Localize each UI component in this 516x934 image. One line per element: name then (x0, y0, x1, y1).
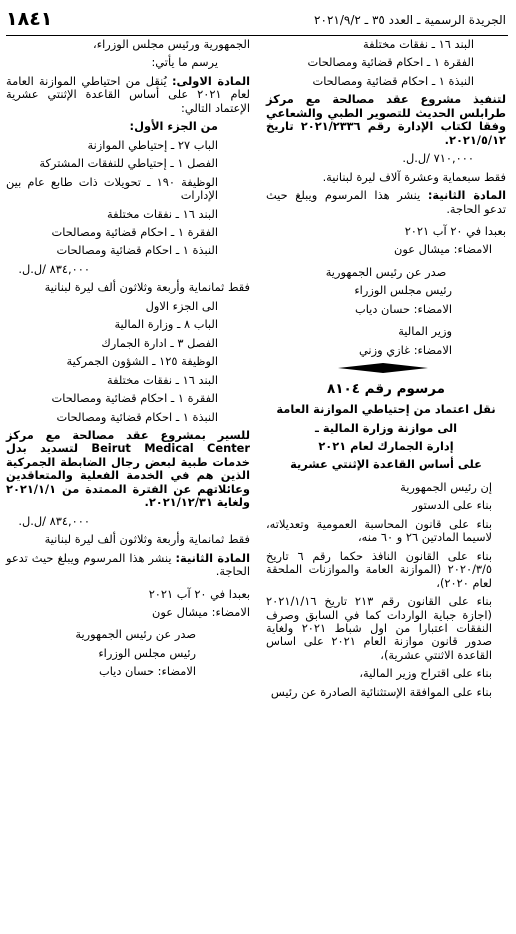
from-chapter: الباب ٢٧ ـ إحتياطي الموازنة (87, 137, 218, 152)
finance-minister-title: وزير المالية (398, 324, 452, 339)
signature-president: الامضاء: ميشال عون (393, 242, 492, 257)
preamble-budget-law: بناء على القانون النافذ حكما رقم ٦ تاريخ ٢٠٢٠/٣/٥ (الموازنة العامة والموازنات الملحقة لعام ٢٠٢٠)، (266, 548, 493, 590)
decree-heading-line1: نقل اعتماد من إحتياطي الموازنة العامة (276, 402, 496, 417)
to-paragraph: الفقرة ١ ـ احكام قضائية ومصالحات (51, 391, 218, 406)
signature-prime-minister: الامضاء: حسان دياب (98, 664, 196, 679)
decree-number-title: مرسوم رقم ٨١٠٤ (327, 381, 445, 398)
amount-in-words: فقط ثمانماية وأربعة وثلاثون ألف ليرة لبنانية (44, 280, 250, 295)
section-divider (266, 362, 506, 374)
budget-item-band: البند ١٦ ـ نفقات مختلفة (363, 37, 474, 51)
from-paragraph: الفقرة ١ ـ احكام قضائية ومصالحات (51, 224, 218, 239)
preamble-constitution: بناء على الدستور (412, 498, 492, 513)
from-section: الفصل ١ ـ إحتياطي للنفقات المشتركة (39, 156, 218, 171)
prime-minister-title: رئيس مجلس الوزراء (98, 645, 196, 660)
article-label: المادة الثانية: (427, 188, 506, 203)
decree-date: بعبدا في ٢٠ آب ٢٠٢١ (404, 223, 506, 238)
article-two (6, 552, 250, 579)
prime-minister-title: رئيس مجلس الوزراء (354, 283, 452, 298)
to-section: الفصل ٣ ـ ادارة الجمارك (101, 335, 218, 350)
to-band: البند ١٦ ـ نفقات مختلفة (107, 372, 218, 387)
from-part: من الجزء الأول: (129, 119, 218, 134)
signature-president: الامضاء: ميشال عون (151, 604, 250, 619)
to-chapter: الباب ٨ ـ وزارة المالية (114, 317, 218, 332)
left-column (6, 38, 250, 684)
preamble-proposal: بناء على اقتراح وزير المالية، (359, 666, 492, 681)
article-two (266, 189, 506, 216)
article-one (6, 75, 250, 115)
amount-in-words: فقط سبعماية وعشرة آلاف ليرة لبنانية. (322, 169, 506, 184)
issued-by-line: صدر عن رئيس الجمهورية (325, 264, 447, 279)
signature-prime-minister: الامضاء: حسان دياب (354, 301, 452, 316)
article-text: يُنقل من احتياطي الموازنة العامة لعام ٢٠٢١ على أساس القاعدة الإثنتي عشرية الإعتماد التالي: (6, 73, 250, 115)
amount-figure: ٧١٠,٠٠٠ /ل.ل. (402, 151, 474, 166)
to-part: الى الجزء الاول (145, 298, 218, 313)
preamble-collection-law: بناء على القانون رقم ٢١٣ تاريخ ٢٠٢١/١/١٦ (اجازة جباية الواردات كما في السابق وصرف النفقات اعتبارا من اول شباط ٢٠٢١ ولغاية صدور قانون موازنة العام ٢٠٢١ على اساس القاعدة الاثنتي عشرية)، (266, 594, 493, 662)
article-label: المادة الثانية: (175, 550, 250, 565)
page-header (6, 8, 506, 34)
signature-finance-minister: الامضاء: غازي وزني (358, 342, 452, 357)
from-subsection: النبذة ١ ـ احكام قضائية ومصالحات (56, 243, 218, 258)
budget-item-paragraph: الفقرة ١ ـ احكام قضائية ومصالحات (307, 55, 474, 70)
decree-date: بعبدا في ٢٠ آب ٢٠٢١ (148, 586, 250, 601)
to-function: الوظيفة ١٢٥ ـ الشؤون الجمركية (66, 354, 218, 369)
preamble-president: إن رئيس الجمهورية (400, 479, 492, 494)
issued-by-line: صدر عن رئيس الجمهورية (75, 627, 196, 642)
header-rule (6, 35, 508, 36)
preamble-consent-continued: الجمهورية ورئيس مجلس الوزراء، (93, 37, 250, 51)
right-column (266, 38, 506, 704)
to-subsection: النبذة ١ ـ احكام قضائية ومصالحات (56, 409, 218, 424)
article-text: ينشر هذا المرسوم ويبلغ حيث تدعو الحاجة. (266, 188, 506, 216)
amount-figure: ٨٣٤,٠٠٠ /ل.ل. (18, 513, 90, 528)
preamble-consent: بناء على الموافقة الإستثنائية الصادرة عن رئيس (270, 684, 492, 699)
from-function: الوظيفة ١٩٠ ـ تحويلات ذات طابع عام بين الإدارات (6, 174, 218, 203)
article-text: ينشر هذا المرسوم ويبلغ حيث تدعو الحاجة. (6, 550, 250, 579)
decree-heading-line2: الى موازنة وزارة المالية ـ (314, 420, 458, 435)
amount-in-words: فقط ثمانماية وأربعة وثلاثون ألف ليرة لبنانية (44, 532, 250, 547)
decree-heading-line3: إدارة الجمارك لعام ٢٠٢١ (318, 438, 454, 453)
divider-ornament (338, 362, 428, 374)
amount-figure: ٨٣٤,٠٠٠ /ل.ل. (18, 261, 90, 276)
budget-item-subsection: النبذة ١ ـ احكام قضائية ومصالحات (312, 73, 474, 88)
purpose-statement: لتنفيذ مشروع عقد مصالحة مع مركز طرابلس الحديث للتصوير الطبي والشعاعي وفقا لكتاب الإدارة رقم ٢٠٢١/٢٣٣٦ تاريخ ٢٠٢١/٥/١٢. (266, 92, 506, 147)
page-number: ١٨٤١ (6, 8, 53, 30)
purpose-statement: للسير بمشروع عقد مصالحة مع مركز Beirut Medical Center لتسديد بدل خدمات طبية لبعض رجال الضابطة الجمركية الذين هم في الخدمة الفعلية والمتعاقدين وعائلاتهم عن الفترة الممتدة من ٢٠٢١/١/١ ولغاية ٢٠٢١/١٢/٣١. (6, 427, 250, 510)
preamble-accounting-law: بناء على قانون المحاسبة العمومية وتعديلاته، لاسيما المادتين ٢٦ و ٦٠ منه، (266, 516, 492, 545)
from-band: البند ١٦ ـ نفقات مختلفة (107, 206, 218, 221)
decrees-line: يرسم ما يأتي: (151, 55, 218, 70)
article-label: المادة الاولى: (171, 73, 251, 88)
decree-heading-line4: على أساس القاعدة الإثنتي عشرية (290, 457, 482, 472)
header-title: الجريدة الرسمية ـ العدد ٣٥ ـ ٢٠٢١/٩/٢ (314, 13, 506, 27)
